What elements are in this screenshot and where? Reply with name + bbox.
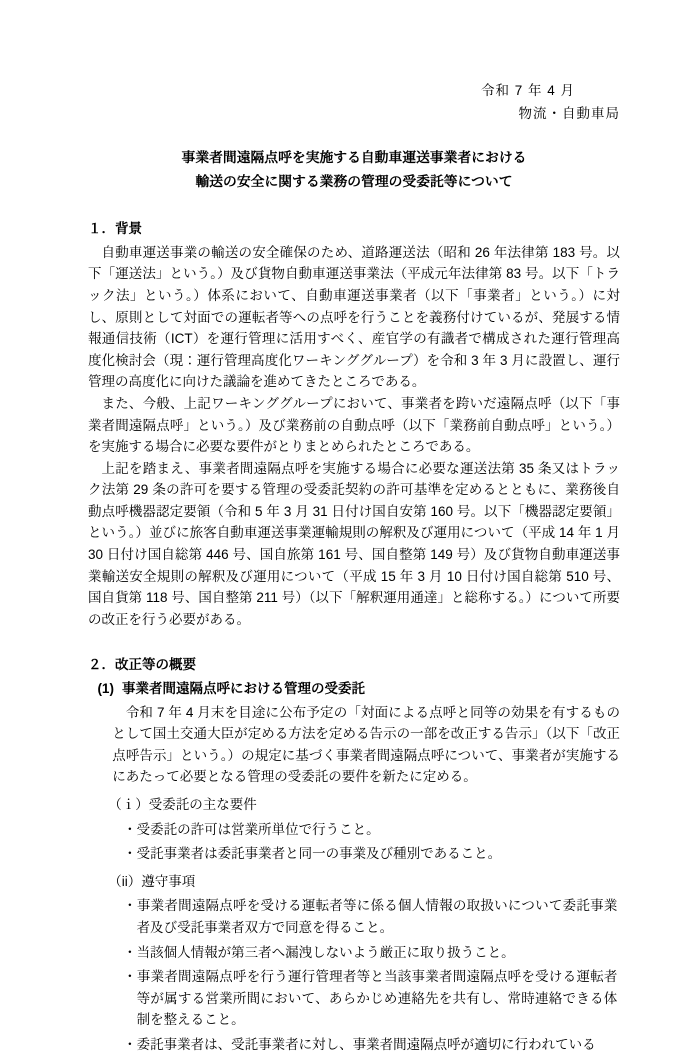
doc-title-line1: 事業者間遠隔点呼を実施する自動車運送事業者における: [181, 149, 527, 165]
section-background: [88, 218, 620, 630]
bullet-item: ・ 当該個人情報が第三者へ漏洩しないよう厳正に取り扱うこと。: [123, 942, 617, 964]
doc-title-line2: 輸送の安全に関する業務の管理の受委託等について: [195, 174, 513, 190]
bullet-item: ・ 受託事業者は委託事業者と同一の事業及び種別であること。: [123, 843, 617, 865]
item-ii-bullet-list: [123, 895, 617, 1055]
doc-department: 物流・自動車局: [518, 105, 620, 121]
section1-heading: １．背景: [88, 221, 142, 237]
subsection-1-intro: 令和 7 年 4 月末を目途に公布予定の「対面による点呼と同等の効果を有するものとして国土交通大臣が定める方法を定める告示の一部を改正する告示」（以下「改正点呼告示」という。）の規定に基づく事業者間遠隔点呼について、事業者が実施するにあたって必要となる管理の受委託の要件を新たに定める。: [112, 704, 620, 785]
section1-paragraph-1: 自動車運送事業の輸送の安全確保のため、道路運送法（昭和 26 年法律第 183 号。以下「運送法」という。）及び貨物自動車運送事業法（平成元年法律第 83 号。以下「トラック法」という。）体系において、自動車運送事業者（以下「事業者」という。）に対し、原則として対面での運転者等への点呼を行うことを義務付けているが、発展する情報通信技術（ICT）を運行管理に活用すべく、産官学の有識者で構成された運行管理高度化検討会（現：運行管理高度化ワーキンググループ）を令和 3 年 3 月に設置し、運行管理の高度化に向けた議論を進めてきたところである。: [88, 244, 620, 390]
item-i-bullet-list: [123, 819, 617, 865]
section2-heading: ２．改正等の概要: [88, 657, 196, 673]
item-i-heading: （ｉ）受委託の主な要件: [108, 797, 257, 812]
item-ii-heading: （ii）遵守事項: [108, 873, 196, 889]
bullet-item: ・ 受委託の許可は営業所単位で行うこと。: [123, 819, 617, 841]
doc-header: [88, 80, 620, 126]
bullet-item: ・ 事業者間遠隔点呼を行う運行管理者等と当該事業者間遠隔点呼を受ける運転者等が属する営業所間において、あらかじめ連絡先を共有し、常時連絡できる体制を整えること。: [123, 966, 617, 1031]
subsection-1-title: 事業者間遠隔点呼における管理の受委託: [122, 681, 366, 697]
section1-paragraph-2: また、今般、上記ワーキンググループにおいて、事業者を跨いだ遠隔点呼（以下「事業者間遠隔点呼」という。）及び業務前の自動点呼（以下「業務前自動点呼」という。）を実施する場合に必要な要件がとりまとめられたところである。: [88, 395, 620, 455]
bullet-item: ・ 委託事業者は、受託事業者に対し、事業者間遠隔点呼が適切に行われている: [123, 1034, 617, 1056]
bullet-item: ・ 事業者間遠隔点呼を受ける運転者等に係る個人情報の取扱いについて委託事業者及び受託事業者双方で同意を得ること。: [123, 895, 617, 938]
doc-title: [88, 146, 620, 194]
subsection-1-heading: [97, 678, 620, 700]
section-revision-overview: [88, 654, 620, 1055]
doc-date: 令和 7 年 4 月: [480, 83, 575, 98]
subsection-1-number: (1): [97, 681, 114, 697]
section1-paragraph-3: 上記を踏まえ、事業者間遠隔点呼を実施する場合に必要な運送法第 35 条又はトラック法第 29 条の許可を要する管理の受委託契約の許可基準を定めるとともに、業務後自動点呼機器認定要領（令和 5 年 3 月 31 日付け国自安第 160 号。以下「機器認定要領」という。）並びに旅客自動車運送事業運輸規則の解釈及び運用について（平成 14 年 1 月 30 日付け国自総第 446 号、国自旅第 161 号、国自整第 149 号）及び貨物自動車運送事業輸送安全規則の解釈及び運用について（平成 15 年 3 月 10 日付け国自総第 510 号、国自貨第 118 号、国自整第 211 号）（以下「解釈運用通達」と総称する。）について所要の改正を行う必要がある。: [88, 460, 620, 627]
